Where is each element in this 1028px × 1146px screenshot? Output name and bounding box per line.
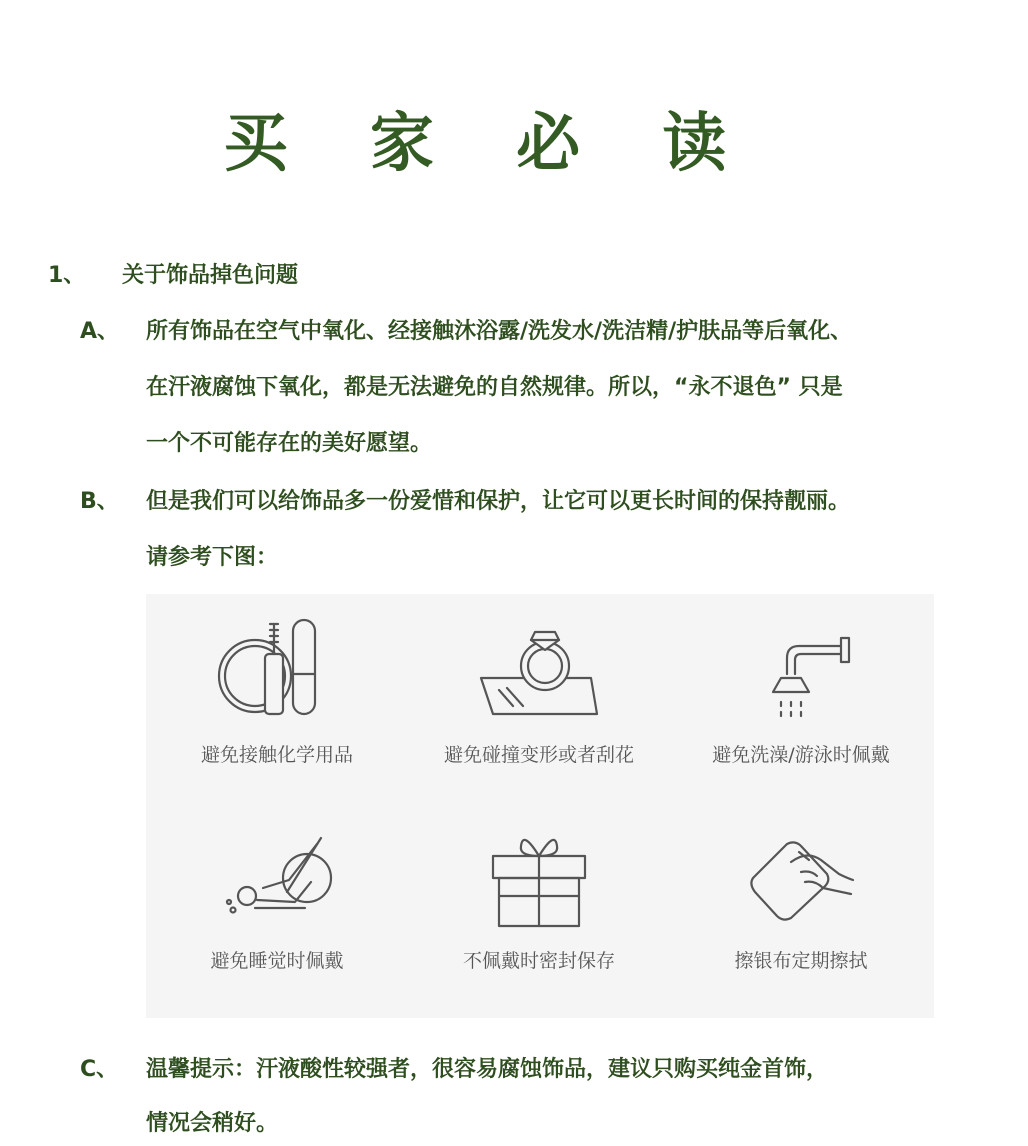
care-tip-shower	[670, 594, 932, 806]
care-tip-caption: 避免接触化学用品	[200, 744, 353, 766]
care-tip-caption: 避免洗澡/游泳时佩戴	[712, 744, 890, 766]
care-tip-caption: 不佩戴时密封保存	[462, 950, 615, 972]
care-tip-caption: 擦银布定期擦拭	[734, 950, 868, 972]
item-c-line-1: 温馨提示：汗液酸性较强者，很容易腐蚀饰品，建议只购买纯金首饰，	[146, 1057, 829, 1082]
item-a-line-3: 一个不可能存在的美好愿望。	[146, 431, 433, 456]
item-a-line-1: 所有饰品在空气中氧化、经接触沐浴露/洗发水/洗洁精/护肤品等后氧化、	[146, 319, 853, 344]
item-c-letter: C、	[80, 1057, 119, 1082]
care-tip-polishing	[670, 806, 932, 1018]
sleeping-person-icon	[217, 822, 337, 932]
cosmetics-icon	[217, 610, 337, 720]
care-tip-collision	[408, 594, 670, 806]
care-tip-chemicals	[146, 594, 408, 806]
care-tips-panel	[146, 594, 934, 1018]
care-tip-caption: 避免睡觉时佩戴	[210, 950, 344, 972]
item-a-line-2: 在汗液腐蚀下氧化，都是无法避免的自然规律。所以，“永不退色” 只是	[146, 375, 843, 400]
section-title: 关于饰品掉色问题	[122, 263, 299, 288]
item-b-letter: B、	[80, 489, 119, 514]
item-b-line-1: 但是我们可以给饰品多一份爱惜和保护，让它可以更长时间的保持靓丽。	[146, 489, 851, 514]
item-a-letter: A、	[80, 319, 120, 344]
care-tip-sleeping	[146, 806, 408, 1018]
gift-box-icon	[479, 822, 599, 932]
care-tip-storage	[408, 806, 670, 1018]
shower-icon	[741, 610, 861, 720]
section-number: 1、	[48, 263, 86, 288]
item-c-line-2: 情况会稍好。	[146, 1111, 279, 1136]
page-title: 买 家 必 读	[223, 107, 757, 181]
care-tip-caption: 避免碰撞变形或者刮花	[443, 744, 634, 766]
polishing-cloth-icon	[741, 822, 861, 932]
item-b-line-2: 请参考下图：	[146, 545, 279, 570]
ring-on-glass-icon	[479, 610, 599, 720]
